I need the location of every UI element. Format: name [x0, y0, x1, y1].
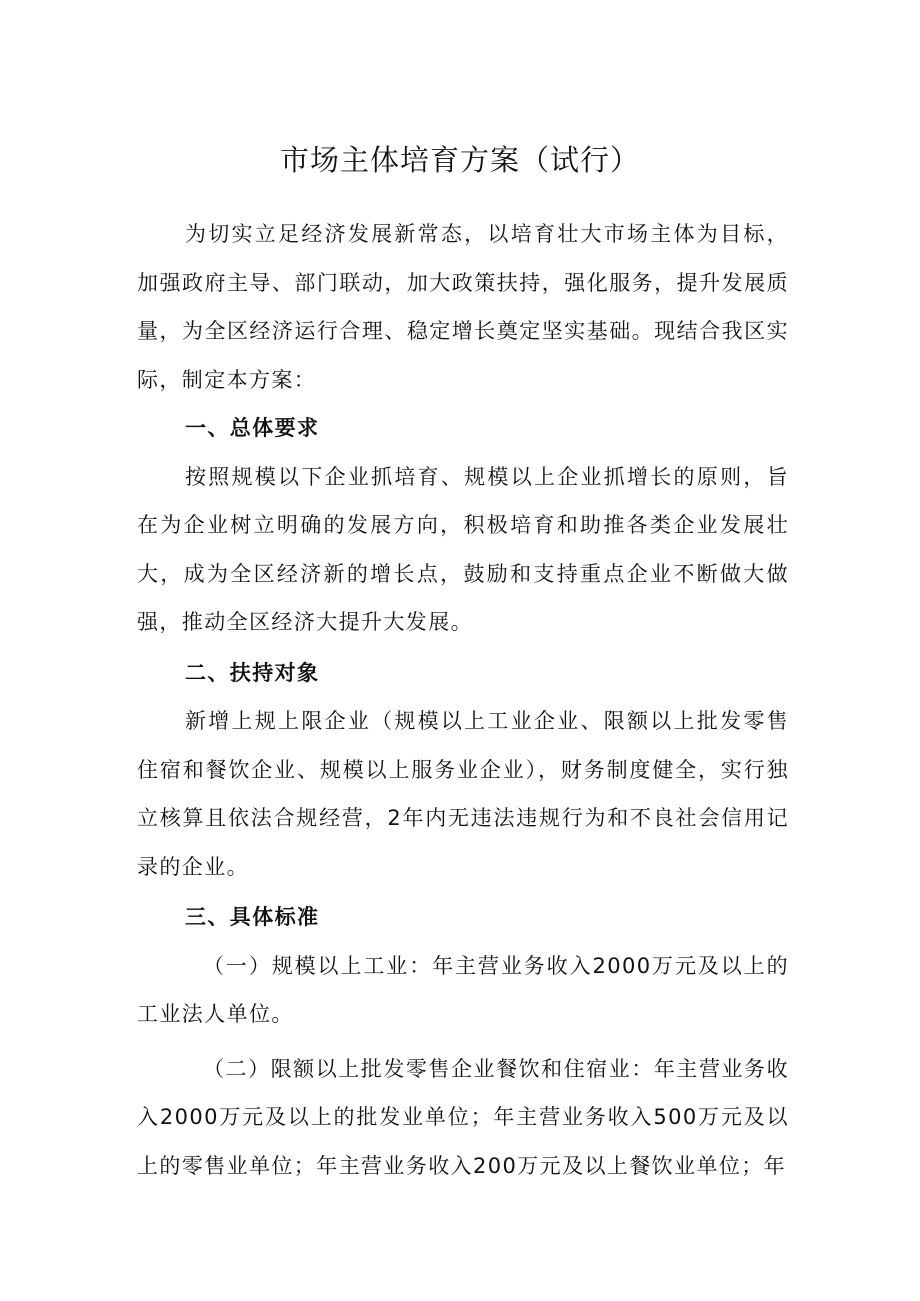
- section-heading-general-requirements: 一、总体要求: [185, 416, 320, 440]
- section-heading-support-targets: 二、扶持对象: [185, 660, 320, 685]
- standard-item-industry: （一）规模以上工业：年主营业务收入2000万元及以上的工业法人单位。: [137, 953, 789, 1026]
- section-body-general-requirements: 按照规模以下企业抓培育、规模以上企业抓增长的原则，旨在为企业树立明确的发展方向，积极培育和助推各类企业发展壮大，成为全区经济新的增长点，鼓励和支持重点企业不断做大做强，推动全区经济大提升大发展。: [137, 464, 789, 634]
- document-body: [137, 210, 789, 1190]
- section-heading-specific-standards: 三、具体标准: [185, 905, 320, 929]
- section-body-support-targets: 新增上规上限企业（规模以上工业企业、限额以上批发零售住宿和餐饮企业、规模以上服务业企业），财务制度健全，实行独立核算且依法合规经营，2年内无违法违规行为和不良社会信用记录的企业。: [137, 709, 789, 879]
- intro-paragraph: 为切实立足经济发展新常态，以培育壮大市场主体为目标，加强政府主导、部门联动，加大政策扶持，强化服务，提升发展质量，为全区经济运行合理、稳定增长奠定坚实基础。现结合我区实际，制定本方案：: [137, 222, 789, 392]
- document-title: 市场主体培育方案（试行）: [279, 143, 640, 177]
- standard-item-wholesale-retail: （二）限额以上批发零售企业餐饮和住宿业：年主营业务收入2000万元及以上的批发业单位；年主营业务收入500万元及以上的零售业单位；年主营业务收入200万元及以上餐饮业单位；年: [137, 1056, 789, 1178]
